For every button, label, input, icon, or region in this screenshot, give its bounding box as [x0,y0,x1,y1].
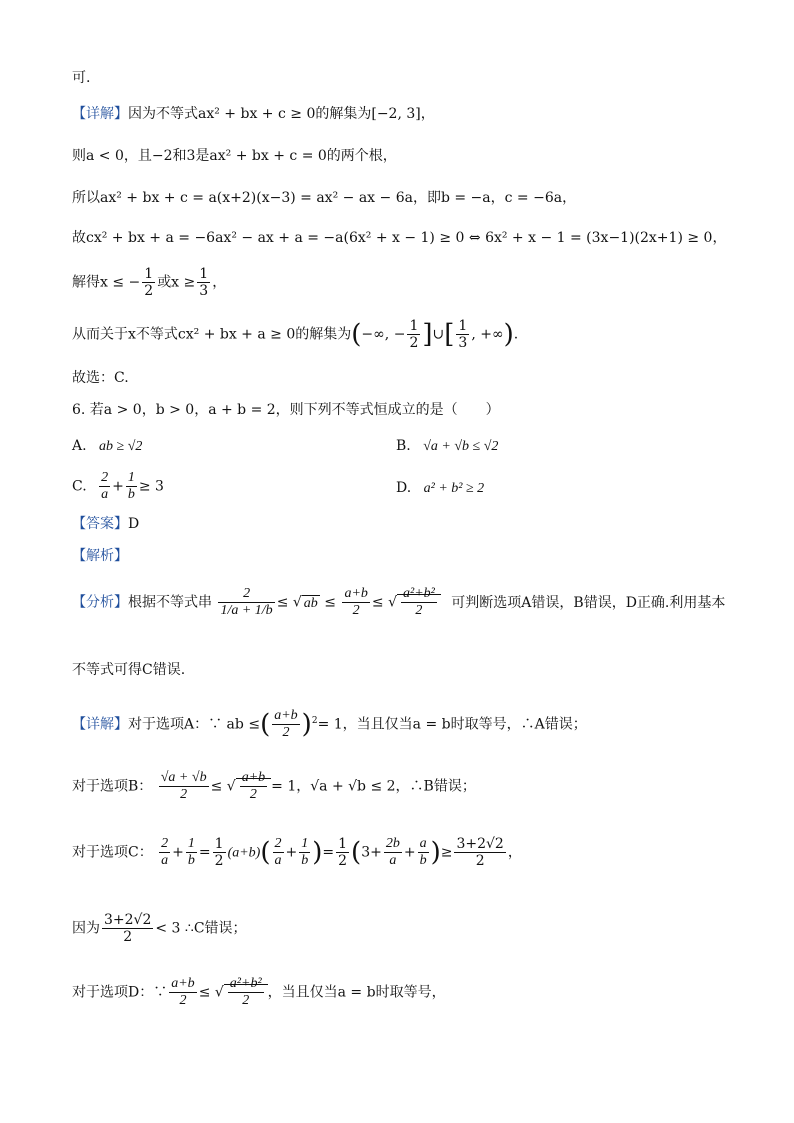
text: 可. [72,70,91,86]
text: 因为不等式ax² + bx + c ≥ 0的解集为[−2, 3]， [128,106,435,122]
line-detail-1 [72,104,435,124]
text: 故cx² + bx + a = −6ax² − ax + a = −a(6x² + x − 1) ≥ 0 ⇔ 6x² + x − 1 = (3x−1)(2x+1) ≥ 0， [72,230,727,246]
detail-tag: 【详解】 [72,106,128,122]
line-detail-6: 从而关于x不等式cx² + bx + a ≥ 0的解集为(−∞, − $\frac{1}{2}$ ]∪[ $\frac{1}{3}$ , +∞). [72,318,519,351]
fraction: $\frac{a}{b}$ [419,836,427,868]
fraction: $\frac{2}{a}$ [274,836,282,868]
detail-b: 对于选项B： $\frac{√a + √b}{2}$ ≤ √ $\frac{a+b}{2}$ = 1，√a + √b ≤ 2，∴B错误； [72,770,476,802]
fraction: $\frac{1}{b}$ [301,836,309,868]
detail-tag: 【详解】 [72,716,128,733]
fraction: $\frac{3+2√2}{2}$ [104,912,152,945]
line-choose [72,368,129,388]
line-detail-3 [72,188,576,208]
fraction: $\frac{a+b}{2}$ [274,708,298,740]
answer-line [72,514,139,534]
text: < 3 ∴C错误； [155,920,247,937]
text: ， [507,844,522,861]
fraction: $\frac{√a + √b}{2}$ [160,770,207,802]
fraction-third: $\frac{1}{3}$ [199,266,209,299]
text: 解得x ≤ − [72,274,141,291]
question-text: 6. 若a > 0，b > 0，a + b = 2，则下列不等式恒成立的是（ ） [72,402,500,418]
option-text: ≥ 3 [138,478,164,495]
harmonic-mean: $\frac{2}{1/a + 1/b}$ [220,586,273,618]
text: 从而关于x不等式cx² + bx + a ≥ 0的解集为 [72,326,352,343]
text: 则a < 0，且−2和3是ax² + bx + c = 0的两个根， [72,148,397,164]
fenxi-line-2 [72,660,185,680]
fenxi-line: 【分析】根据不等式串 $\frac{2}{1/a + 1/b}$ ≤ √ ab ≤ $\frac{a+b}{2}$ ≤ √ $\frac{\text{a²+b²}}{2}$ 可判断选项A错误，B错误，D正确.利用基本 [72,586,726,618]
text: 或x ≥ [157,274,196,291]
option-text: √a + √b ≤ √2 [423,439,499,454]
fraction-1-over-b: $\frac{1}{b}$ [127,470,135,502]
option-text: a² + b² ≥ 2 [423,481,485,496]
text: 对于选项B： [72,778,153,795]
option-label: A. [72,438,87,454]
analysis-tag: 【解析】 [72,548,128,564]
text: 因为 [72,920,100,937]
fraction: $\frac{3+2√2}{2}$ [456,836,504,869]
text: ， [212,274,227,291]
text: 对于选项A：∵ ab ≤ [128,716,261,733]
detail-a: 【详解】对于选项A：∵ ab ≤( $\frac{a+b}{2}$ )$^2$= 1，当且仅当a = b时取等号，∴A错误； [72,708,587,740]
text: = 1，√a + √b ≤ 2，∴B错误； [271,778,476,795]
line-detail-4 [72,228,726,248]
question-6 [72,400,500,420]
detail-c2 [72,912,247,945]
text: 可判断选项A错误，B错误，D正确.利用基本 [451,594,726,611]
fraction: $\frac{1}{2}$ [338,836,348,869]
text: = 1，当且仅当a = b时取等号，∴A错误； [317,716,587,733]
detail-c: 对于选项C： $\frac{2}{a}$ + $\frac{1}{b}$ = $\frac{1}{2}$ (a+b)( $\frac{2}{a}$ + $\frac{1}{b}$ )= $\frac{1}{2}$ (3+ $\frac{2b}{a}$ + $\frac{a}{b}$ )≥ $\frac{3+2√2}{2}$ ， [72,836,522,869]
option-d [396,478,484,499]
analysis-line [72,546,128,566]
text: 对于选项C： [72,844,153,861]
arith-mean: $\frac{a+b}{2}$ [344,586,368,618]
line-detail-2 [72,146,397,166]
text: 根据不等式串 [128,594,212,611]
option-text: ab ≥ √2 [99,439,143,454]
text: 所以ax² + bx + c = a(x+2)(x−3) = ax² − ax − 6a，即b = −a，c = −6a， [72,190,577,206]
fraction: $\frac{a+b}{2}$ [171,976,195,1008]
text: 不等式可得C错误. [72,662,186,678]
fraction-third: $\frac{1}{3}$ [458,318,468,351]
text: ，当且仅当a = b时取等号， [267,984,446,1001]
text: 故选：C. [72,370,129,386]
option-a [72,436,142,457]
line-detail-5 [72,266,226,299]
fraction-half: $\frac{1}{2}$ [409,318,419,351]
option-label: D. [396,480,412,496]
fraction: $\frac{1}{b}$ [187,836,195,868]
fraction: $\frac{2b}{a}$ [385,836,400,868]
option-c: C. $\frac{2}{a}$ + $\frac{1}{b}$ ≥ 3 [72,470,164,502]
detail-d: 对于选项D：∵ $\frac{a+b}{2}$ ≤ √ $\frac{\text{a²+b²}}{2}$ ，当且仅当a = b时取等号， [72,976,446,1008]
fraction: $\frac{2}{a}$ [161,836,169,868]
option-b [396,436,498,457]
fenxi-tag: 【分析】 [72,594,128,611]
text: . [513,326,519,343]
answer-tag: 【答案】 [72,516,128,532]
answer-value: D [128,516,140,532]
option-label: B. [396,438,411,454]
line-ke [72,68,90,88]
option-label: C. [72,478,87,495]
text: 对于选项D：∵ [72,984,168,1001]
fraction-2-over-a: $\frac{2}{a}$ [101,470,109,502]
fraction: $\frac{1}{2}$ [214,836,224,869]
fraction-half: $\frac{1}{2}$ [144,266,154,299]
